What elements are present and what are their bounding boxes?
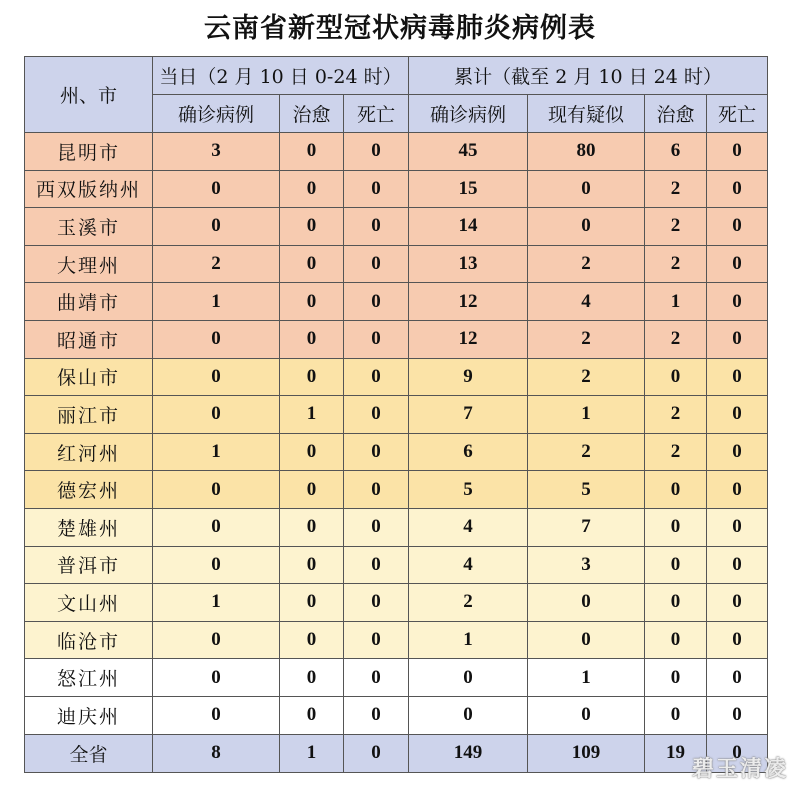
daily-cured-header: 治愈: [280, 95, 344, 133]
table-cell: 0: [409, 659, 528, 697]
table-cell: 0: [280, 621, 344, 659]
table-cell: 0: [280, 320, 344, 358]
table-cell: 0: [707, 471, 768, 509]
table-row: [25, 621, 768, 659]
table-cell: 6: [409, 433, 528, 471]
table-cell: 2: [528, 433, 645, 471]
table-cell: 0: [153, 659, 280, 697]
table-cell: 0: [344, 433, 409, 471]
total-cell: 1: [280, 734, 344, 772]
table-cell: 0: [344, 358, 409, 396]
total-row: [25, 734, 768, 772]
cum-cured-header: 治愈: [645, 95, 707, 133]
table-cell: 0: [280, 283, 344, 321]
table-cell: 2: [645, 245, 707, 283]
table-cell: 0: [280, 659, 344, 697]
table-cell: 0: [280, 170, 344, 208]
table-cell: 0: [280, 471, 344, 509]
cum-suspected-header: 现有疑似: [528, 95, 645, 133]
table-row: [25, 245, 768, 283]
table-cell: 0: [707, 208, 768, 246]
table-cell: 0: [707, 133, 768, 171]
region-name: 迪庆州: [25, 696, 153, 734]
table-row: [25, 133, 768, 171]
table-cell: 0: [280, 245, 344, 283]
table-cell: 0: [344, 283, 409, 321]
table-cell: 15: [409, 170, 528, 208]
table-cell: 0: [344, 170, 409, 208]
table-row: [25, 170, 768, 208]
region-name: 昆明市: [25, 133, 153, 171]
table-cell: 0: [280, 584, 344, 622]
table-cell: 1: [153, 584, 280, 622]
table-cell: 0: [707, 508, 768, 546]
table-cell: 0: [707, 396, 768, 434]
table-cell: 0: [645, 621, 707, 659]
table-cell: 80: [528, 133, 645, 171]
table-cell: 0: [645, 546, 707, 584]
table-cell: 0: [344, 208, 409, 246]
table-cell: 2: [528, 245, 645, 283]
table-cell: 0: [344, 133, 409, 171]
table-row: [25, 320, 768, 358]
table-cell: 0: [707, 696, 768, 734]
table-cell: 2: [645, 396, 707, 434]
total-cell: 109: [528, 734, 645, 772]
table-cell: 0: [153, 696, 280, 734]
table-cell: 1: [645, 283, 707, 321]
table-cell: 0: [707, 433, 768, 471]
table-cell: 4: [409, 546, 528, 584]
table-cell: 0: [344, 659, 409, 697]
table-cell: 0: [707, 245, 768, 283]
table-cell: 4: [409, 508, 528, 546]
table-cell: 4: [528, 283, 645, 321]
table-cell: 14: [409, 208, 528, 246]
table-cell: 0: [707, 546, 768, 584]
table-cell: 0: [280, 696, 344, 734]
cum-confirmed-header: 确诊病例: [409, 95, 528, 133]
region-name: 普洱市: [25, 546, 153, 584]
table-cell: 0: [707, 170, 768, 208]
region-header: 州、市: [25, 57, 153, 133]
table-cell: 0: [344, 584, 409, 622]
table-cell: 0: [645, 696, 707, 734]
region-name: 玉溪市: [25, 208, 153, 246]
table-cell: 2: [153, 245, 280, 283]
region-name: 大理州: [25, 245, 153, 283]
table-cell: 2: [645, 320, 707, 358]
table-cell: 0: [645, 508, 707, 546]
table-cell: 0: [153, 396, 280, 434]
table-cell: 1: [528, 659, 645, 697]
daily-confirmed-header: 确诊病例: [153, 95, 280, 133]
region-name: 红河州: [25, 433, 153, 471]
cum-death-header: 死亡: [707, 95, 768, 133]
table-cell: 0: [153, 546, 280, 584]
region-name: 昭通市: [25, 320, 153, 358]
table-cell: 0: [344, 471, 409, 509]
table-cell: 3: [528, 546, 645, 584]
table-cell: 0: [707, 320, 768, 358]
table-cell: 0: [344, 396, 409, 434]
table-cell: 0: [344, 245, 409, 283]
table-cell: 0: [707, 283, 768, 321]
table-cell: 2: [645, 433, 707, 471]
case-table: [24, 56, 768, 773]
region-name: 怒江州: [25, 659, 153, 697]
table-cell: 0: [344, 320, 409, 358]
table-cell: 0: [280, 508, 344, 546]
table-cell: 1: [409, 621, 528, 659]
table-row: [25, 283, 768, 321]
total-cell: 8: [153, 734, 280, 772]
watermark: 碧玉清凌: [691, 757, 788, 782]
table-cell: 0: [528, 696, 645, 734]
table-cell: 0: [280, 133, 344, 171]
table-cell: 3: [153, 133, 280, 171]
table-cell: 0: [344, 696, 409, 734]
table-cell: 0: [707, 584, 768, 622]
table-cell: 6: [645, 133, 707, 171]
table-cell: 7: [528, 508, 645, 546]
table-cell: 0: [645, 584, 707, 622]
table-cell: 7: [409, 396, 528, 434]
table-cell: 12: [409, 283, 528, 321]
table-row: [25, 433, 768, 471]
table-cell: 0: [528, 170, 645, 208]
region-name: 临沧市: [25, 621, 153, 659]
table-cell: 13: [409, 245, 528, 283]
table-cell: 0: [280, 358, 344, 396]
table-cell: 5: [528, 471, 645, 509]
table-cell: 5: [409, 471, 528, 509]
table-cell: 1: [153, 433, 280, 471]
table-cell: 1: [528, 396, 645, 434]
region-name: 德宏州: [25, 471, 153, 509]
table-cell: 0: [153, 208, 280, 246]
region-name: 文山州: [25, 584, 153, 622]
table-cell: 1: [280, 396, 344, 434]
table-row: [25, 696, 768, 734]
table-cell: 2: [528, 358, 645, 396]
total-cell: 0: [344, 734, 409, 772]
table-cell: 0: [344, 508, 409, 546]
table-row: [25, 471, 768, 509]
table-cell: 0: [153, 320, 280, 358]
page-title: 云南省新型冠状病毒肺炎病例表: [204, 13, 596, 44]
table-cell: 0: [645, 471, 707, 509]
table-cell: 12: [409, 320, 528, 358]
region-name: 保山市: [25, 358, 153, 396]
cumulative-group-header: 累计（截至 2 月 10 日 24 时）: [409, 57, 768, 95]
table-cell: 0: [707, 621, 768, 659]
table-cell: 0: [707, 358, 768, 396]
table-cell: 9: [409, 358, 528, 396]
table-cell: 1: [153, 283, 280, 321]
table-cell: 2: [645, 170, 707, 208]
total-cell: 0: [707, 734, 768, 772]
table-cell: 0: [344, 546, 409, 584]
total-cell: 149: [409, 734, 528, 772]
region-name: 丽江市: [25, 396, 153, 434]
table-cell: 0: [409, 696, 528, 734]
table-cell: 0: [707, 659, 768, 697]
region-name: 西双版纳州: [25, 170, 153, 208]
daily-group-header: 当日（2 月 10 日 0-24 时）: [153, 57, 409, 95]
table-cell: 0: [153, 358, 280, 396]
region-name: 曲靖市: [25, 283, 153, 321]
table-cell: 0: [153, 170, 280, 208]
table-cell: 0: [528, 208, 645, 246]
table-cell: 0: [645, 659, 707, 697]
table-cell: 2: [409, 584, 528, 622]
table-cell: 0: [645, 358, 707, 396]
table-cell: 0: [528, 621, 645, 659]
region-name: 楚雄州: [25, 508, 153, 546]
table-cell: 45: [409, 133, 528, 171]
table-cell: 0: [528, 584, 645, 622]
table-cell: 2: [528, 320, 645, 358]
table-cell: 0: [280, 546, 344, 584]
table-cell: 0: [280, 208, 344, 246]
daily-death-header: 死亡: [344, 95, 409, 133]
table-cell: 0: [153, 621, 280, 659]
table-cell: 0: [280, 433, 344, 471]
table-cell: 0: [344, 621, 409, 659]
table-row: [25, 546, 768, 584]
table-cell: 0: [153, 508, 280, 546]
total-label: 全省: [25, 734, 153, 772]
table-row: [25, 358, 768, 396]
table-cell: 2: [645, 208, 707, 246]
table-row: [25, 208, 768, 246]
table-row: [25, 396, 768, 434]
table-row: [25, 584, 768, 622]
total-cell: 19: [645, 734, 707, 772]
table-row: [25, 659, 768, 697]
table-cell: 0: [153, 471, 280, 509]
table-row: [25, 508, 768, 546]
